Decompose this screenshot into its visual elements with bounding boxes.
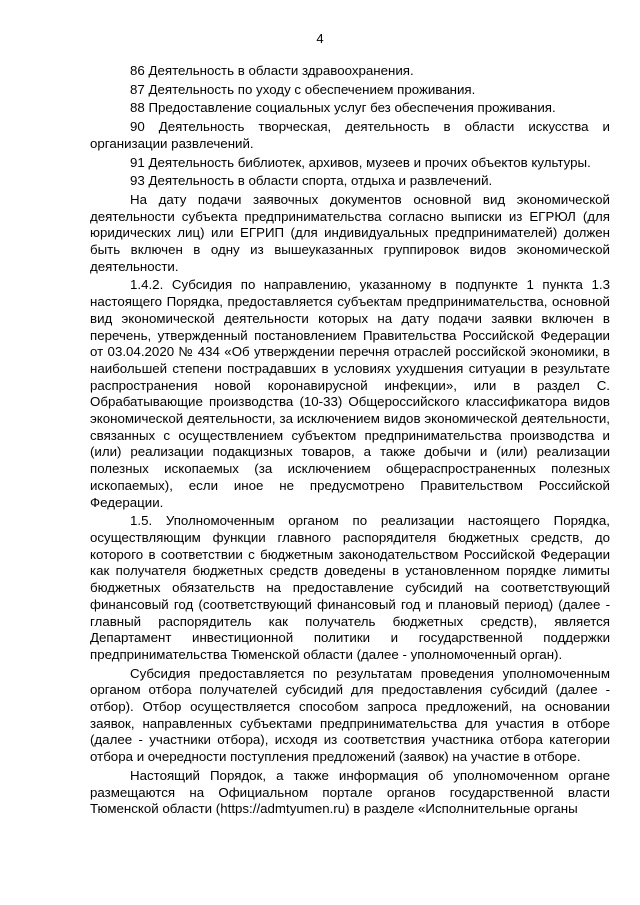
paragraph-selection: Субсидия предоставляется по результатам проведения уполномоченным органом отбора получателей субсидий для предоставления субсидий (далее - отбор). Отбор осуществляется способом запроса предложений, на основании заявок, направленных субъектами предпринимательства для участия в отборе (далее - участники отбора), исходя из соответствия участника отбора категории отбора и очередности поступления предложений (заявок) на участие в отборе. xyxy=(90,665,610,765)
paragraph-1-5: 1.5. Уполномоченным органом по реализации настоящего Порядка, осуществляющим функции главного распорядителя бюджетных средств, до которого в соответствии с бюджетным законодательством Российской Федерации как получателя бюджетных средств доведены в установленном порядке лимиты бюджетных обязательств на предоставление субсидий на соответствующий финансовый год (соответствующий финансовый год и плановый период) (далее - главный распорядитель как получатель бюджетных средств), является Департамент инвестиционной политики и государственной поддержки предпринимательства Тюменской области (далее - уполномоченный орган). xyxy=(90,513,610,662)
paragraph-okved-86: 86 Деятельность в области здравоохранения. xyxy=(130,63,414,78)
paragraph-main-activity: На дату подачи заявочных документов основной вид экономической деятельности субъекта предпринимательства согласно выписки из ЕГРЮЛ (для юридических лиц) или ЕГРИП (для индивидуальных предпринимателей) должен быть включен в одну из вышеуказанных группировок видов экономической деятельности. xyxy=(90,191,610,274)
paragraph-1-4-2: 1.4.2. Субсидия по направлению, указанному в подпункте 1 пункта 1.3 настоящего Порядка, предоставляется субъектам предпринимательства, основной вид экономической деятельности которых на дату подачи заявки включен в перечень, утвержденный постановлением Правительства Российской Федерации от 03.04.2020 № 434 «Об утверждении перечня отраслей российской экономики, в наибольшей степени пострадавших в условиях ухудшения ситуации в результате распространения новой коронавирусной инфекции», или в раздел С. Обрабатывающие производства (10-33) Общероссийского классификатора видов экономической деятельности, за исключением видов экономической деятельности, связанных с осуществлением субъектом предпринимательства производства и (или) реализации подакцизных товаров, а также добычи и (или) реализации полезных ископаемых (за исключением общераспространенных полезных ископаемых), если иное не предусмотрено Правительством Российской Федерации. xyxy=(90,277,610,510)
page-number: 4 xyxy=(316,31,324,46)
paragraph-okved-91: 91 Деятельность библиотек, архивов, музеев и прочих объектов культуры. xyxy=(130,154,591,170)
paragraph-okved-93: 93 Деятельность в области спорта, отдыха и развлечений. xyxy=(130,173,493,189)
paragraph-okved-88: 88 Предоставление социальных услуг без обеспечения проживания. xyxy=(130,100,556,116)
paragraph-okved-87: 87 Деятельность по уходу с обеспечением проживания. xyxy=(130,81,476,97)
paragraph-okved-90: 90 Деятельность творческая, деятельность в области искусства и организации развлечений. xyxy=(90,119,610,151)
paragraph-publication: Настоящий Порядок, а также информация об уполномоченном органе размещаются на Официальном портале органов государственной власти Тюменской области (https://admtyumen.ru) в разделе «Исполнительные органы xyxy=(90,767,610,817)
document-body xyxy=(90,63,610,820)
